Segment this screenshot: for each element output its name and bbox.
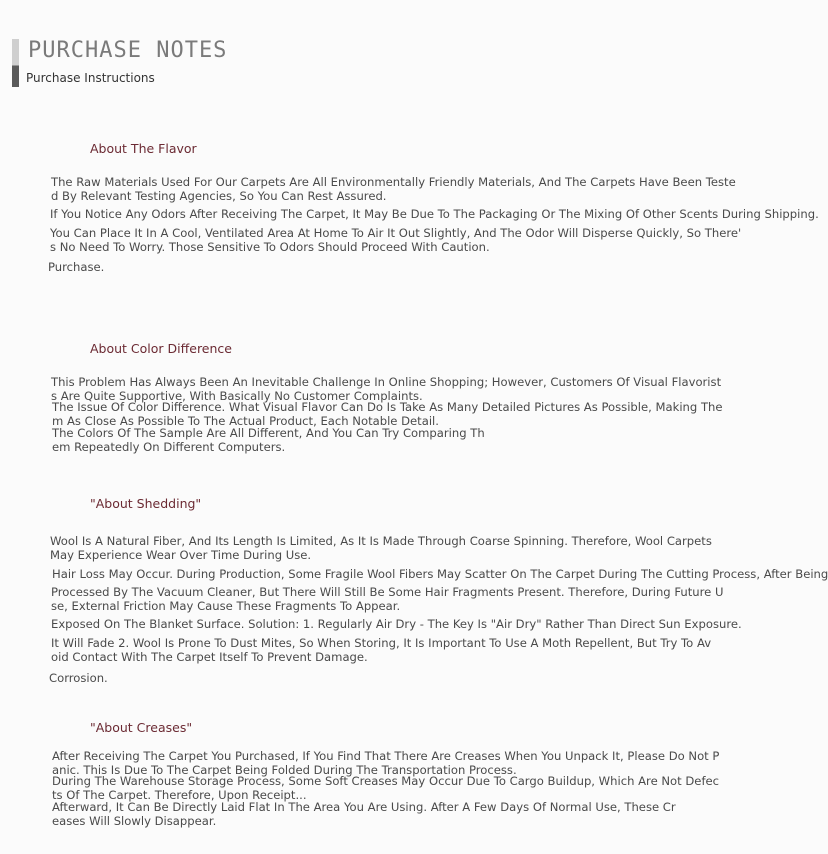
flavor-paragraph-4: Purchase. — [48, 260, 105, 274]
header-accent-bar — [12, 39, 19, 87]
section-heading-creases: "About Creases" — [90, 720, 193, 735]
flavor-paragraph-3: You Can Place It In A Cool, Ventilated Area At Home To Air It Out Slightly, And The Odor Will Disperse Quickly, So There' s No Need To Worry. Those Sensitive To Odors Should Proceed With Caution. — [50, 226, 742, 254]
flavor-paragraph-1: The Raw Materials Used For Our Carpets Are All Environmentally Friendly Materials, And The Carpets Have Been Teste d By Relevant Testing Agencies, So You Can Rest Assured. — [51, 175, 736, 203]
creases-paragraph-3: Afterward, It Can Be Directly Laid Flat In The Area You Are Using. After A Few Days Of Normal Use, These Cr eases Will Slowly Disappear. — [52, 800, 676, 828]
shedding-paragraph-5: It Will Fade 2. Wool Is Prone To Dust Mites, So When Storing, It Is Important To Use A Moth Repellent, But Try To Av oid Contact With The Carpet Itself To Prevent Damage. — [51, 636, 712, 664]
shedding-paragraph-3: Processed By The Vacuum Cleaner, But There Will Still Be Some Hair Fragments Present. Therefore, During Future U se, External Friction May Cause These Fragments To Appear. — [51, 585, 724, 613]
section-heading-color-difference: About Color Difference — [90, 341, 232, 356]
color-paragraph-1: This Problem Has Always Been An Inevitable Challenge In Online Shopping; However, Customers Of Visual Flavorist s Are Quite Supportive, With Basically No Customer Complaints. — [51, 375, 722, 403]
shedding-paragraph-1: Wool Is A Natural Fiber, And Its Length Is Limited, As It Is Made Through Coarse Spinning. Therefore, Wool Carpets May Experience Wear Over Time During Use. — [50, 534, 712, 562]
page-title: PURCHASE NOTES — [28, 38, 228, 63]
color-paragraph-2: The Issue Of Color Difference. What Visual Flavor Can Do Is Take As Many Detailed Pictures As Possible, Making The m As Close As Possible To The Actual Product, Each Notable Detail. — [52, 400, 723, 428]
shedding-paragraph-4: Exposed On The Blanket Surface. Solution: 1. Regularly Air Dry - The Key Is "Air Dry" Rather Than Direct Sun Exposure. — [51, 617, 742, 631]
page-subtitle: Purchase Instructions — [26, 71, 155, 85]
shedding-paragraph-6: Corrosion. — [49, 671, 108, 685]
flavor-paragraph-2: If You Notice Any Odors After Receiving The Carpet, It May Be Due To The Packaging Or The Mixing Of Other Scents During Shipping. — [50, 207, 819, 221]
creases-paragraph-1: After Receiving The Carpet You Purchased, If You Find That There Are Creases When You Unpack It, Please Do Not P anic. This Is Due To The Carpet Being Folded During The Transportation Process. — [52, 749, 720, 777]
creases-paragraph-2: During The Warehouse Storage Process, Some Soft Creases May Occur Due To Cargo Buildup, Which Are Not Defec ts Of The Carpet. Therefore, Upon Receipt... — [52, 774, 720, 802]
shedding-paragraph-2: Hair Loss May Occur. During Production, Some Fragile Wool Fibers May Scatter On The Carpet During The Cutting Process, After Being — [52, 567, 828, 581]
section-heading-flavor: About The Flavor — [90, 141, 197, 156]
section-heading-shedding: "About Shedding" — [90, 496, 202, 511]
color-paragraph-3: The Colors Of The Sample Are All Different, And You Can Try Comparing Th em Repeatedly On Different Computers. — [52, 426, 485, 454]
